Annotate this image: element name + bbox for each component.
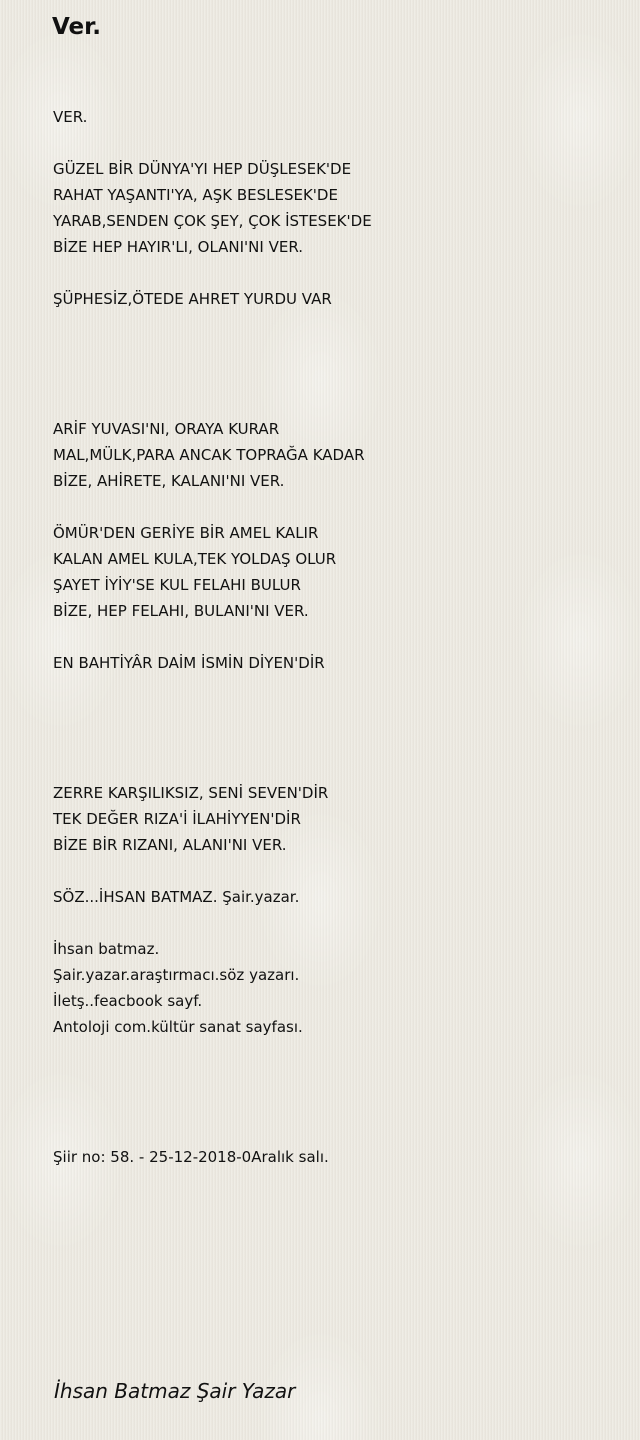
stanza-gap [53,260,613,286]
poem-line: YARAB,SENDEN ÇOK ŞEY, ÇOK İSTESEK'DE [53,212,372,230]
poem-body [53,104,613,1170]
stanza-gap [53,312,613,338]
poem-line: BİZE, HEP FELAHI, BULANI'NI VER. [53,602,309,620]
poem-line: RAHAT YAŞANTI'YA, AŞK BESLESEK'DE [53,186,338,204]
stanza-gap [53,910,613,936]
poem-line: BİZE, AHİRETE, KALANI'NI VER. [53,472,285,490]
poem-line: Şair.yazar.araştırmacı.söz yazarı. [53,966,300,984]
poem-line: Antoloji com.kültür sanat sayfası. [53,1018,303,1036]
poem-line: Şiir no: 58. - 25-12-2018-0Aralık salı. [53,1148,329,1166]
stanza-gap [53,624,613,650]
poem-line: İhsan batmaz. [53,940,160,958]
stanza-gap [53,858,613,884]
author-signature: İhsan Batmaz Şair Yazar [54,1379,296,1403]
stanza-gap [53,676,613,702]
stanza-gap [53,1066,613,1092]
poem-line: İletş..feacbook sayf. [53,992,203,1010]
poem-line: BİZE BİR RIZANI, ALANI'NI VER. [53,836,287,854]
stanza-gap [53,1040,613,1066]
stanza-gap [53,364,613,390]
poem-line: GÜZEL BİR DÜNYA'YI HEP DÜŞLESEK'DE [53,160,352,178]
poem-line: ARİF YUVASI'NI, ORAYA KURAR [53,420,280,438]
poem-line: BİZE HEP HAYIR'LI, OLANI'NI VER. [53,238,303,256]
stanza-gap [53,390,613,416]
poem-line: ÖMÜR'DEN GERİYE BİR AMEL KALIR [53,524,319,542]
stanza-gap [53,754,613,780]
poem-line: TEK DEĞER RIZA'İ İLAHİYYEN'DİR [53,810,301,828]
poem-line: KALAN AMEL KULA,TEK YOLDAŞ OLUR [53,550,337,568]
poem-line: MAL,MÜLK,PARA ANCAK TOPRAĞA KADAR [53,446,365,464]
poem-line: ŞÜPHESİZ,ÖTEDE AHRET YURDU VAR [53,290,332,308]
stanza-gap [53,728,613,754]
stanza-gap [53,130,613,156]
stanza-gap [53,1118,613,1144]
poem-line: ŞAYET İYİY'SE KUL FELAHI BULUR [53,576,301,594]
poem-line: ZERRE KARŞILIKSIZ, SENİ SEVEN'DİR [53,784,329,802]
poem-line: VER. [53,108,88,126]
poem-line: EN BAHTİYÂR DAİM İSMİN DİYEN'DİR [53,654,325,672]
stanza-gap [53,1092,613,1118]
stanza-gap [53,494,613,520]
stanza-gap [53,338,613,364]
stanza-gap [53,702,613,728]
poem-line: SÖZ...İHSAN BATMAZ. Şair.yazar. [53,888,300,906]
poem-title: Ver. [52,14,101,40]
